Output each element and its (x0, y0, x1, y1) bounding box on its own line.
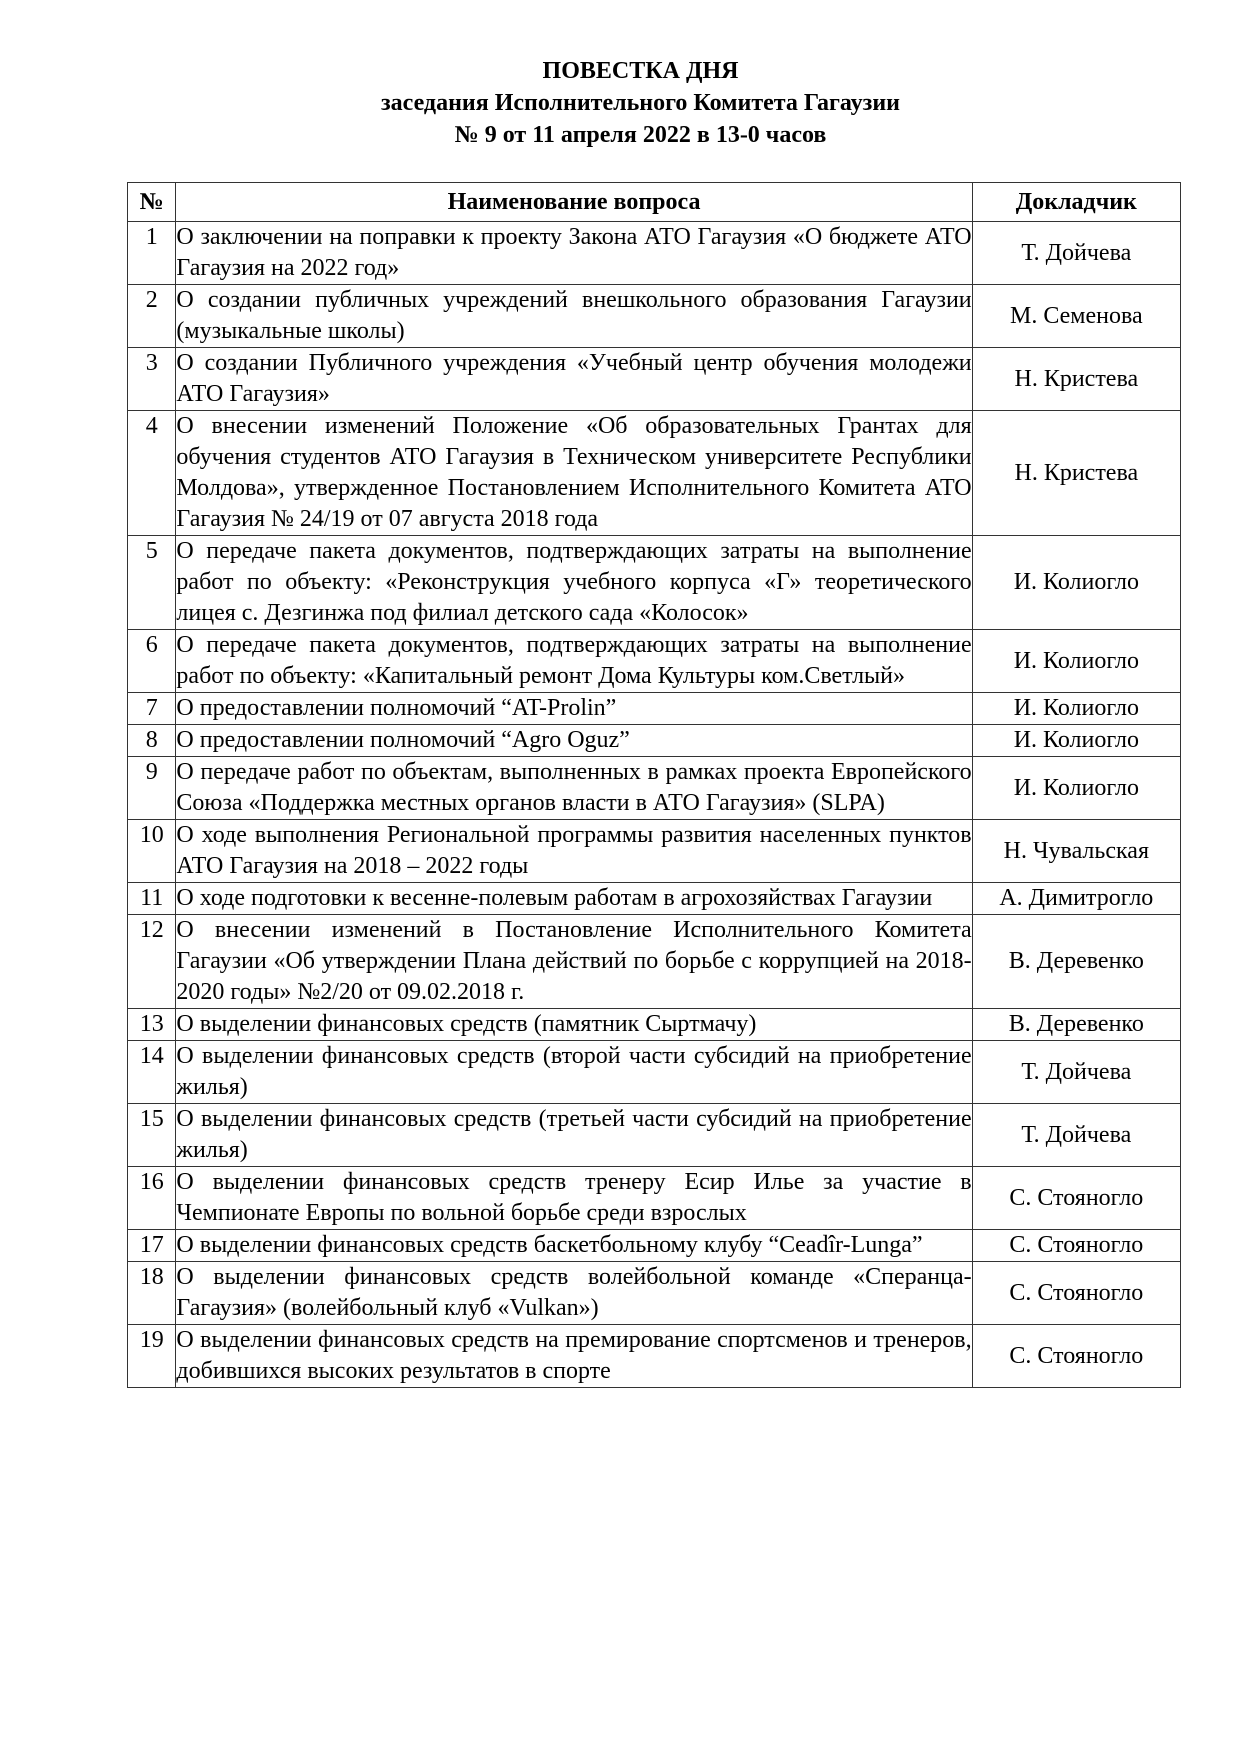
row-number: 3 (128, 348, 176, 411)
row-speaker: И. Колиогло (972, 693, 1180, 725)
row-number: 15 (128, 1104, 176, 1167)
table-row (128, 536, 1181, 630)
row-title: О выделении финансовых средств (памятник Сыртмачу) (176, 1009, 972, 1041)
row-number: 12 (128, 915, 176, 1009)
table-header-row (128, 183, 1181, 222)
table-row (128, 1167, 1181, 1230)
row-title: О выделении финансовых средств волейбольной команде «Сперанца-Гагаузия» (волейбольный клуб «Vulkan») (176, 1262, 972, 1325)
table-row (128, 348, 1181, 411)
table-row (128, 630, 1181, 693)
row-number: 18 (128, 1262, 176, 1325)
row-speaker: И. Колиогло (972, 757, 1180, 820)
table-row (128, 411, 1181, 536)
row-speaker: Т. Дойчева (972, 1104, 1180, 1167)
row-number: 11 (128, 883, 176, 915)
row-speaker: Н. Кристева (972, 348, 1180, 411)
row-title: О внесении изменений Положение «Об образовательных Грантах для обучения студентов АТО Гагаузия в Техническом университете Республики Молдова», утвержденное Постановлением Исполнительного Комитета АТО Гагаузия № 24/19 от 07 августа 2018 года (176, 411, 972, 536)
row-speaker: С. Стояногло (972, 1167, 1180, 1230)
row-title: О выделении финансовых средств (второй части субсидий на приобретение жилья) (176, 1041, 972, 1104)
table-row (128, 1230, 1181, 1262)
row-number: 19 (128, 1325, 176, 1388)
row-number: 10 (128, 820, 176, 883)
column-header-number: № (128, 183, 176, 222)
row-title: О создании публичных учреждений внешкольного образования Гагаузии (музыкальные школы) (176, 285, 972, 348)
row-number: 5 (128, 536, 176, 630)
row-speaker: С. Стояногло (972, 1230, 1180, 1262)
document-header (0, 55, 1241, 151)
table-row (128, 883, 1181, 915)
column-header-title: Наименование вопроса (176, 183, 972, 222)
header-meeting-number: № 9 от 11 апреля 2022 в 13-0 часов (454, 122, 827, 148)
table-row (128, 1325, 1181, 1388)
table-row (128, 820, 1181, 883)
row-number: 7 (128, 693, 176, 725)
column-header-speaker: Докладчик (972, 183, 1180, 222)
table-row (128, 757, 1181, 820)
row-speaker: И. Колиогло (972, 630, 1180, 693)
table-row (128, 222, 1181, 285)
row-title: О выделении финансовых средств тренеру Есир Илье за участие в Чемпионате Европы по вольной борьбе среди взрослых (176, 1167, 972, 1230)
row-speaker: И. Колиогло (972, 536, 1180, 630)
table-row (128, 1041, 1181, 1104)
row-number: 9 (128, 757, 176, 820)
row-speaker: Н. Кристева (972, 411, 1180, 536)
row-number: 17 (128, 1230, 176, 1262)
row-title: О внесении изменений в Постановление Исполнительного Комитета Гагаузии «Об утверждении Плана действий по борьбе с коррупцией на 2018-2020 годы» №2/20 от 09.02.2018 г. (176, 915, 972, 1009)
row-title: О передаче пакета документов, подтверждающих затраты на выполнение работ по объекту: «Капитальный ремонт Дома Культуры ком.Светлый» (176, 630, 972, 693)
row-speaker: М. Семенова (972, 285, 1180, 348)
row-number: 4 (128, 411, 176, 536)
row-number: 2 (128, 285, 176, 348)
row-title: О создании Публичного учреждения «Учебный центр обучения молодежи АТО Гагаузия» (176, 348, 972, 411)
table-row (128, 725, 1181, 757)
row-speaker: В. Деревенко (972, 1009, 1180, 1041)
row-title: О выделении финансовых средств (третьей части субсидий на приобретение жилья) (176, 1104, 972, 1167)
row-speaker: Т. Дойчева (972, 222, 1180, 285)
header-subtitle: заседания Исполнительного Комитета Гагаузии (381, 90, 900, 116)
row-number: 16 (128, 1167, 176, 1230)
row-title: О передаче пакета документов, подтверждающих затраты на выполнение работ по объекту: «Реконструкция учебного корпуса «Г» теоретического лицея с. Дезгинжа под филиал детского сада «Колосок» (176, 536, 972, 630)
table-row (128, 915, 1181, 1009)
row-title: О передаче работ по объектам, выполненных в рамках проекта Европейского Союза «Поддержка местных органов власти в АТО Гагаузия» (SLPA) (176, 757, 972, 820)
header-title: ПОВЕСТКА ДНЯ (542, 58, 739, 84)
row-speaker: А. Димитрогло (972, 883, 1180, 915)
row-number: 1 (128, 222, 176, 285)
row-title: О предоставлении полномочий “Agro Oguz” (176, 725, 972, 757)
table-row (128, 693, 1181, 725)
row-title: О выделении финансовых средств баскетбольному клубу “Ceadîr-Lunga” (176, 1230, 972, 1262)
row-speaker: Т. Дойчева (972, 1041, 1180, 1104)
table-row (128, 285, 1181, 348)
row-title: О предоставлении полномочий “AT-Prolin” (176, 693, 972, 725)
row-number: 8 (128, 725, 176, 757)
row-speaker: В. Деревенко (972, 915, 1180, 1009)
table-row (128, 1009, 1181, 1041)
table-row (128, 1104, 1181, 1167)
row-speaker: Н. Чувальская (972, 820, 1180, 883)
row-speaker: И. Колиогло (972, 725, 1180, 757)
row-speaker: С. Стояногло (972, 1262, 1180, 1325)
table-row (128, 1262, 1181, 1325)
row-title: О ходе подготовки к весенне-полевым работам в агрохозяйствах Гагаузии (176, 883, 972, 915)
row-number: 13 (128, 1009, 176, 1041)
row-title: О заключении на поправки к проекту Закона АТО Гагаузия «О бюджете АТО Гагаузия на 2022 год» (176, 222, 972, 285)
row-speaker: С. Стояногло (972, 1325, 1180, 1388)
row-number: 6 (128, 630, 176, 693)
agenda-table (127, 182, 1181, 1388)
row-title: О выделении финансовых средств на премирование спортсменов и тренеров, добившихся высоких результатов в спорте (176, 1325, 972, 1388)
row-title: О ходе выполнения Региональной программы развития населенных пунктов АТО Гагаузия на 2018 – 2022 годы (176, 820, 972, 883)
agenda-table-body (128, 222, 1181, 1388)
row-number: 14 (128, 1041, 176, 1104)
